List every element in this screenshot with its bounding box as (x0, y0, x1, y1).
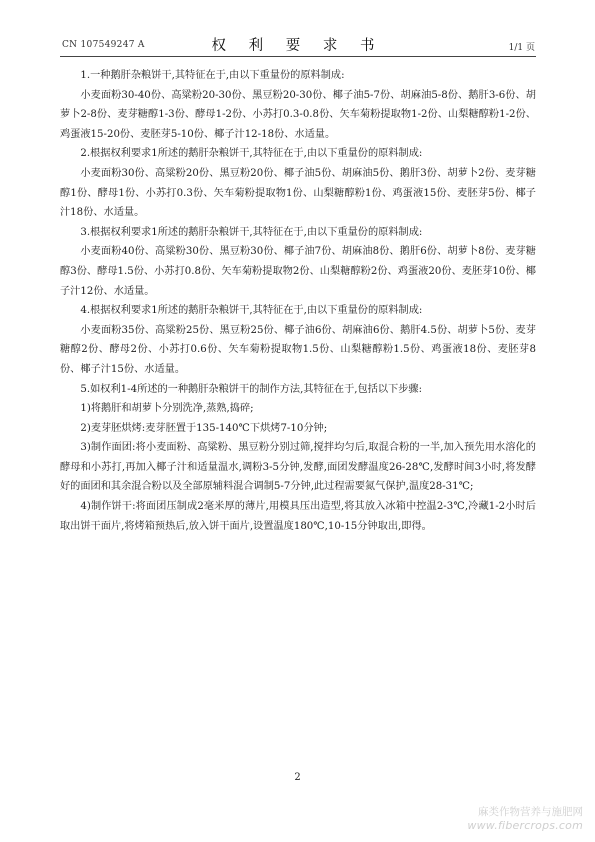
watermark-site-name: 麻类作物营养与施肥网 (478, 806, 583, 818)
claim-3-ingredients: 小麦面粉40份、高粱粉30份、黑豆粉30份、椰子油7份、胡麻油8份、鹅肝6份、胡萝卜8份、麦芽糖醇3份、酵母1.5份、小苏打0.8份、矢车菊粉提取物2份、山梨糖醇粉2份、鸡蛋液20份、麦胚芽10份、椰子汁12份、水适量。 (60, 246, 536, 297)
watermark-url: www.fibercrops.com (467, 819, 583, 832)
page-header (0, 0, 595, 60)
claim-5-step-4: 4)制作饼干:将面团压制成2毫米厚的薄片,用模具压出造型,将其放入冰箱中控温2-3℃,冷藏1-2小时后取出饼干面片,将烤箱预热后,放入饼干面片,设置温度180℃,10-15分钟取出,即得。 (60, 501, 536, 532)
publication-number: CN 107549247 A (62, 40, 145, 50)
claim-2-ingredients: 小麦面粉30份、高粱粉20份、黑豆粉20份、椰子油5份、胡麻油5份、鹅肝3份、胡萝卜2份、麦芽糖醇1份、酵母1份、小苏打0.3份、矢车菊粉提取物1份、山梨糖醇粉1份、鸡蛋液15份、麦胚芽5份、椰子汁18份、水适量。 (60, 167, 536, 219)
claim-3-heading: 3.根据权利要求1所述的鹅肝杂粮饼干,其特征在于,由以下重量份的原料制成: (80, 226, 423, 238)
claim-1-ingredients: 小麦面粉30-40份、高粱粉20-30份、黑豆粉20-30份、椰子油5-7份、胡麻油5-8份、鹅肝3-6份、胡萝卜2-8份、麦芽糖醇1-3份、酵母1-2份、小苏打0.3-0.8份、矢车菊粉提取物1-2份、山梨糖醇粉1-2份、鸡蛋液15-20份、麦胚芽5-10份、椰子汁12-18份、水适量。 (60, 89, 536, 140)
claim-1-heading: 1.一种鹅肝杂粮饼干,其特征在于,由以下重量份的原料制成: (80, 70, 345, 81)
document-title: 权 利 要 求 书 (211, 38, 384, 54)
claim-5-heading: 5.如权利1-4所述的一种鹅肝杂粮饼干的制作方法,其特征在于,包括以下步骤: (80, 383, 423, 395)
claim-2-heading: 2.根据权利要求1所述的鹅肝杂粮饼干,其特征在于,由以下重量份的原料制成: (80, 148, 423, 160)
claim-5-step-3: 3)制作面团:将小麦面粉、高粱粉、黑豆粉分别过筛,搅拌均匀后,取混合粉的一半,加入预先用水溶化的酵母和小苏打,再加入椰子汁和适量温水,调粉3-5分钟,发酵,面团发酵温度26-28℃,发酵时间3小时,将发酵好的面团和其余混合粉以及全部原辅料混合调制5-7分钟,此过程需要氮气保护,温度28-31℃; (60, 442, 536, 493)
claim-5-step-2: 2)麦芽胚烘烤:麦芽胚置于135-140℃下烘烤7-10分钟; (80, 422, 328, 434)
page-count: 1/1 页 (508, 43, 535, 53)
claim-5-step-1: 1)将鹅肝和胡萝卜分别洗净,蒸熟,捣碎; (80, 403, 254, 415)
claim-4-heading: 4.根据权利要求1所述的鹅肝杂粮饼干,其特征在于,由以下重量份的原料制成: (80, 305, 423, 317)
page-number: 2 (294, 772, 301, 783)
site-watermark (433, 805, 583, 833)
header-divider (60, 56, 536, 57)
claims-body (60, 66, 536, 536)
claim-4-ingredients: 小麦面粉35份、高粱粉25份、黑豆粉25份、椰子油6份、胡麻油6份、鹅肝4.5份、胡萝卜5份、麦芽糖醇2份、酵母2份、小苏打0.6份、矢车菊粉提取物1.5份、山梨糖醇粉1.5份、鸡蛋液18份、麦胚芽8份、椰子汁15份、水适量。 (60, 324, 536, 375)
